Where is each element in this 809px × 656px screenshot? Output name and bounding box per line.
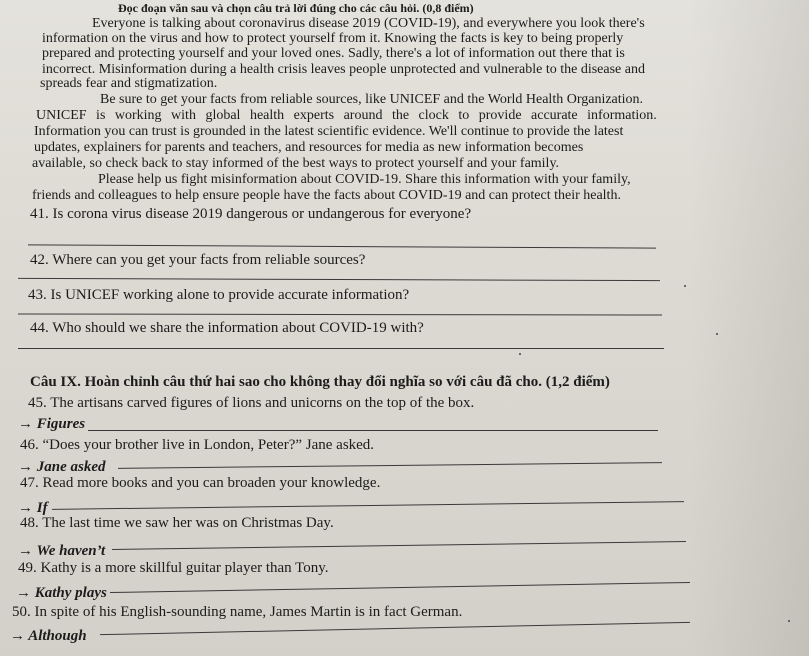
passage-line: information on the virus and how to protect yourself from it. Knowing the facts is key to being properly xyxy=(42,31,624,46)
answer-line-46[interactable] xyxy=(118,462,662,469)
passage-line: available, so check back to stay informed of the best ways to protect yourself and your family. xyxy=(32,156,560,171)
question-42: 42. Where can you get your facts from reliable sources? xyxy=(30,252,366,268)
sentence-45: 45. The artisans carved figures of lions and unicorns on the top of the box. xyxy=(28,395,475,411)
answer-line-42[interactable] xyxy=(18,278,660,281)
answer-line-45[interactable] xyxy=(88,430,658,431)
passage-line: Information you can trust is grounded in the latest scientific evidence. We'll continue to provide the latest xyxy=(34,124,624,139)
passage-line: updates, explainers for parents and teachers, and resources for media as new information becomes xyxy=(34,140,584,155)
page-shadow xyxy=(689,0,809,656)
passage-line: friends and colleagues to help ensure people have the facts about COVID-19 and can protect their health. xyxy=(32,188,621,203)
answer-line-41[interactable] xyxy=(28,244,656,248)
question-41: 41. Is corona virus disease 2019 dangerous or undangerous for everyone? xyxy=(30,206,472,222)
answer-line-44[interactable] xyxy=(18,348,664,349)
prompt-47: → If xyxy=(18,500,48,516)
passage-line: incorrect. Misinformation during a health crisis leaves people unprotected and vulnerable to the disease and xyxy=(42,62,645,77)
answer-line-49[interactable] xyxy=(110,582,690,593)
stray-dot xyxy=(519,353,521,355)
sentence-49: 49. Kathy is a more skillful guitar player than Tony. xyxy=(18,560,329,576)
passage-line: prepared and protecting yourself and your loved ones. Sadly, there's a lot of information out there that is xyxy=(42,46,625,61)
section-9-title: Câu IX. Hoàn chỉnh câu thứ hai sao cho không thay đổi nghĩa so với câu đã cho. (1,2 điểm) xyxy=(30,374,610,390)
sentence-46: 46. “Does your brother live in London, Peter?” Jane asked. xyxy=(20,437,375,453)
passage-line: UNICEF is working with global health experts around the clock to provide accurate information. xyxy=(36,108,657,123)
answer-line-43[interactable] xyxy=(18,313,662,315)
sentence-50: 50. In spite of his English-sounding name, James Martin is in fact German. xyxy=(12,604,463,620)
passage-line: Everyone is talking about coronavirus disease 2019 (COVID-19), and everywhere you look there's xyxy=(92,16,645,31)
question-44: 44. Who should we share the information about COVID-19 with? xyxy=(30,320,424,336)
stray-dot xyxy=(716,333,718,335)
stray-dot xyxy=(684,285,686,287)
passage-line: spreads fear and stigmatization. xyxy=(40,76,218,91)
stray-dot xyxy=(788,620,790,622)
sentence-47: 47. Read more books and you can broaden your knowledge. xyxy=(20,475,381,491)
reading-instruction: Đọc đoạn văn sau và chọn câu trả lời đúng cho các câu hỏi. (0,8 điểm) xyxy=(118,1,474,15)
question-43: 43. Is UNICEF working alone to provide accurate information? xyxy=(28,287,410,303)
answer-line-47[interactable] xyxy=(52,501,684,510)
prompt-49: → Kathy plays xyxy=(16,585,107,601)
passage-line: Be sure to get your facts from reliable sources, like UNICEF and the World Health Organization. xyxy=(100,92,644,107)
prompt-50: → Although xyxy=(10,628,87,644)
prompt-45: → Figures xyxy=(18,416,86,432)
sentence-48: 48. The last time we saw her was on Christmas Day. xyxy=(20,515,334,531)
prompt-46: → Jane asked xyxy=(18,459,106,475)
passage-line: Please help us fight misinformation about COVID-19. Share this information with your family, xyxy=(98,172,631,187)
answer-line-48[interactable] xyxy=(112,541,686,550)
prompt-48: → We haven’t xyxy=(18,543,106,559)
answer-line-50[interactable] xyxy=(100,622,690,635)
